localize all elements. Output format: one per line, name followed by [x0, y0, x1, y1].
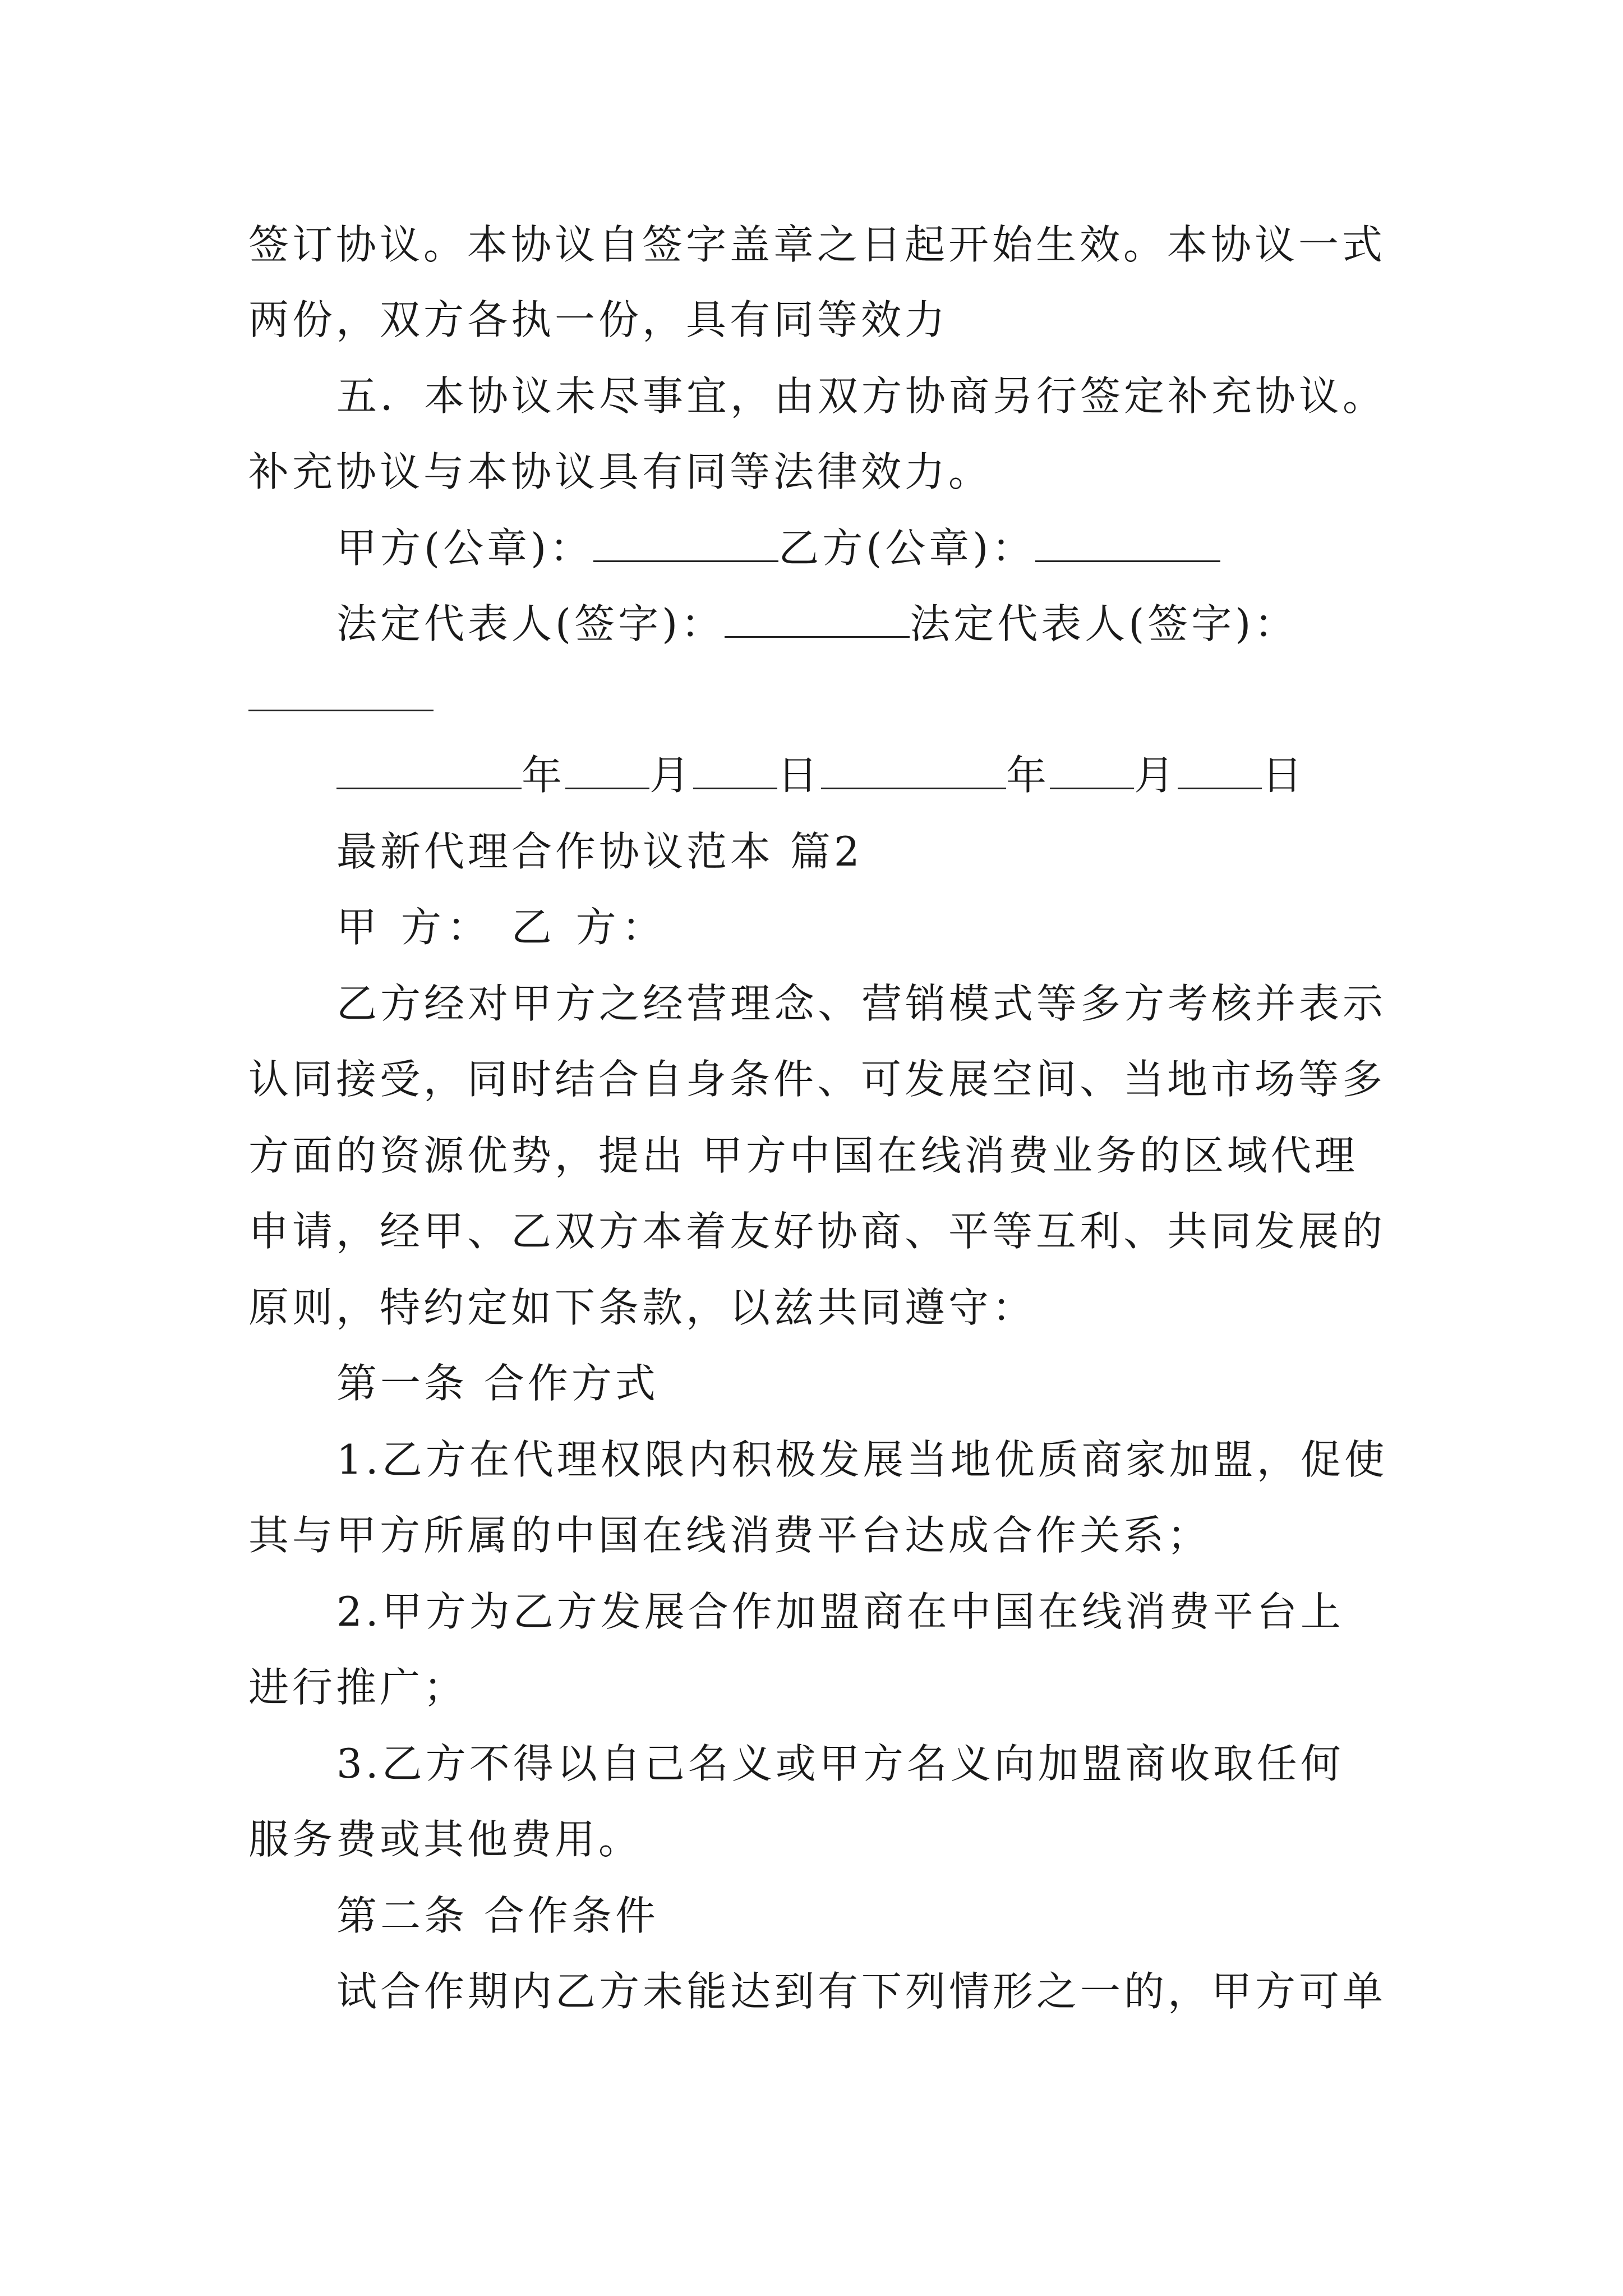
article-title: 第一条 合作方式: [336, 1360, 659, 1407]
month-label: 月: [649, 752, 694, 799]
party-b-seal-label: 乙方(公章)：: [778, 524, 1036, 572]
legal-rep-a-blank: [725, 597, 910, 638]
legal-rep-a-label: 法定代表人(签字)：: [336, 600, 725, 647]
article-title: 第二条 合作条件: [336, 1892, 659, 1939]
intro-line: 认同接受，同时结合自身条件、可发展空间、当地市场等多: [248, 1056, 1386, 1103]
paragraph-line: 补充协议与本协议具有同等法律效力。: [248, 448, 993, 495]
section-title: 最新代理合作协议范本 篇2: [336, 828, 863, 875]
party-b-seal-blank: [1035, 521, 1220, 562]
article-item-line: 进行推广；: [248, 1664, 468, 1711]
month-label: 月: [1134, 752, 1178, 799]
year-label: 年: [1006, 752, 1050, 799]
legal-rep-line: [336, 597, 1298, 651]
article-body-line: 试合作期内乙方未能达到有下列情形之一的，甲方可单: [336, 1968, 1387, 2015]
intro-line: 方面的资源优势，提出 甲方中国在线消费业务的区域代理: [248, 1132, 1358, 1179]
date-b-month-blank: [1050, 748, 1134, 789]
seal-line: [336, 521, 1220, 575]
year-label: 年: [522, 752, 566, 799]
date-b-day-blank: [1178, 748, 1262, 789]
date-a-day-blank: [693, 748, 777, 789]
parties-line: 甲 方： 乙 方：: [336, 904, 668, 951]
article-item-line: 服务费或其他费用。: [248, 1816, 643, 1863]
date-line: [336, 748, 1306, 802]
party-a-seal-label: 甲方(公章)：: [336, 524, 594, 572]
intro-line: 乙方经对甲方之经营理念、营销模式等多方考核并表示: [336, 980, 1387, 1027]
paragraph-line: 签订协议。本协议自签字盖章之日起开始生效。本协议一式: [248, 221, 1386, 268]
legal-rep-b-blank: [248, 670, 434, 711]
date-a-year-blank: [336, 748, 522, 789]
paragraph-line: 两份，双方各执一份，具有同等效力: [248, 296, 949, 343]
article-item-line: 2.甲方为乙方发展合作加盟商在中国在线消费平台上: [336, 1588, 1344, 1635]
day-label: 日: [777, 752, 822, 799]
intro-line: 申请，经甲、乙双方本着友好协商、平等互利、共同发展的: [248, 1208, 1386, 1255]
party-a-seal-blank: [593, 521, 778, 562]
intro-line: 原则，特约定如下条款，以兹共同遵守：: [248, 1284, 1036, 1331]
paragraph-line: 五．本协议未尽事宜，由双方协商另行签定补充协议。: [336, 372, 1387, 420]
date-a-month-blank: [565, 748, 649, 789]
legal-rep-b-blank-line: [248, 670, 434, 724]
article-item-line: 1.乙方在代理权限内积极发展当地优质商家加盟，促使: [336, 1436, 1388, 1483]
legal-rep-b-label: 法定代表人(签字)：: [910, 600, 1298, 647]
date-b-year-blank: [821, 748, 1006, 789]
article-item-line: 其与甲方所属的中国在线消费平台达成合作关系；: [248, 1512, 1211, 1559]
article-item-line: 3.乙方不得以自己名义或甲方名义向加盟商收取任何: [336, 1740, 1344, 1787]
day-label: 日: [1262, 752, 1306, 799]
